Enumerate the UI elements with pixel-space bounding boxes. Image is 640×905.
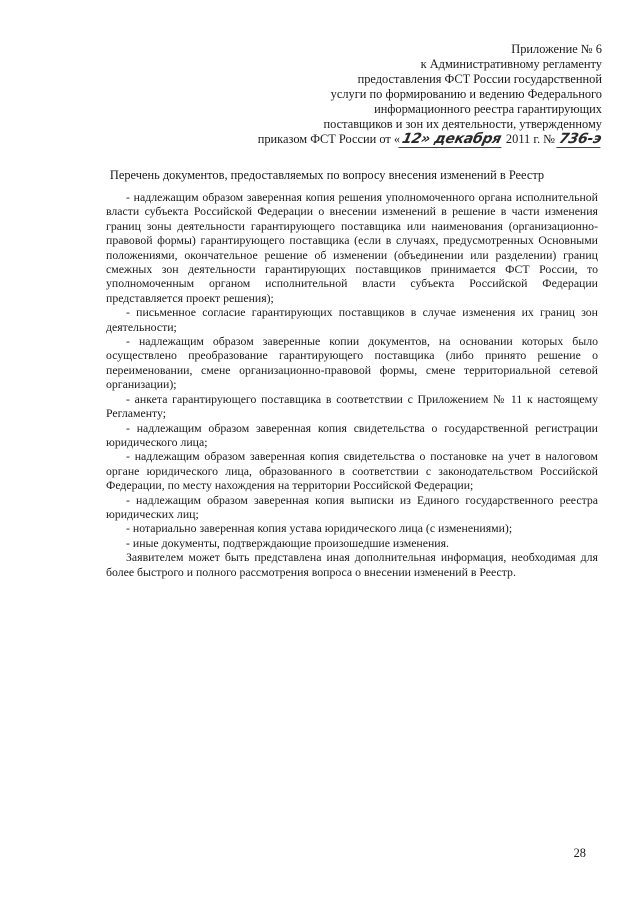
list-item: - нотариально заверенная копия устава юридического лица (с изменениями); bbox=[126, 521, 513, 536]
handwritten-date: 12» декабря bbox=[398, 132, 504, 148]
appendix-line: информационного реестра гарантирующих bbox=[374, 102, 602, 116]
document-body bbox=[106, 190, 598, 579]
list-item: - надлежащим образом заверенная копия выписки из Единого государственного реестра юридических лиц; bbox=[106, 492, 598, 521]
list-item: - надлежащим образом заверенная копия свидетельства о государственной регистрации юридического лица; bbox=[106, 420, 598, 449]
list-item: - анкета гарантирующего поставщика в соответствии с Приложением № 11 к настоящему Регламенту; bbox=[106, 391, 598, 421]
list-item: - иные документы, подтверждающие произошедшие изменения. bbox=[126, 535, 449, 550]
order-prefix: приказом ФСТ России от « bbox=[257, 132, 401, 146]
order-mid: 2011 г. № bbox=[502, 132, 559, 146]
appendix-line: предоставления ФСТ России государственной bbox=[357, 72, 602, 86]
appendix-line: услуги по формированию и ведению Федерального bbox=[330, 87, 602, 101]
appendix-line: поставщиков и зон их деятельности, утвержденному bbox=[323, 117, 602, 131]
page-number: 28 bbox=[573, 846, 586, 860]
handwritten-order-number: 736-э bbox=[557, 131, 603, 147]
list-item: - письменное согласие гарантирующих поставщиков в случае изменения их границ зон деятельности; bbox=[106, 305, 598, 334]
closing-paragraph: Заявителем может быть представлена иная дополнительная информация, необходимая для более быстрого и полного рассмотрения вопроса о внесении изменений в Реестр. bbox=[106, 550, 598, 579]
appendix-line: к Административному регламенту bbox=[420, 57, 602, 71]
appendix-order-line bbox=[182, 132, 602, 148]
list-item: - надлежащим образом заверенная копия свидетельства о постановке на учет в налоговом органе юридического лица, образованного в соответствии с законодательством Российской Федерации, по месту нахождения на территории Российской Федерации; bbox=[106, 449, 598, 493]
document-title: Перечень документов, предоставляемых по вопросу внесения изменений в Реестр bbox=[109, 168, 545, 182]
appendix-header bbox=[182, 42, 602, 148]
appendix-line: Приложение № 6 bbox=[511, 42, 602, 56]
list-item: - надлежащим образом заверенные копии документов, на основании которых было осуществлено преобразование гарантирующего поставщика (либо принято решение о переименовании, смене организационно-правовой формы, смене территориальной сетевой организации); bbox=[106, 334, 598, 392]
list-item: - надлежащим образом заверенная копия решения уполномоченного органа исполнительной власти субъекта Российской Федерации о внесении изменений в решение в части изменения границ зоны деятельности гарантирующего поставщика или наименования (организационно-правовой формы) гарантирующего поставщика (если в случаях, предусмотренных Основными положениями, окончательное решение об изменении (объединении или разделении) границ смежных зон деятельности гарантирующих поставщиков принимается ФСТ России, то уполномоченным органом исполнительной власти субъекта Российской Федерации представляется проект решения); bbox=[106, 190, 598, 305]
